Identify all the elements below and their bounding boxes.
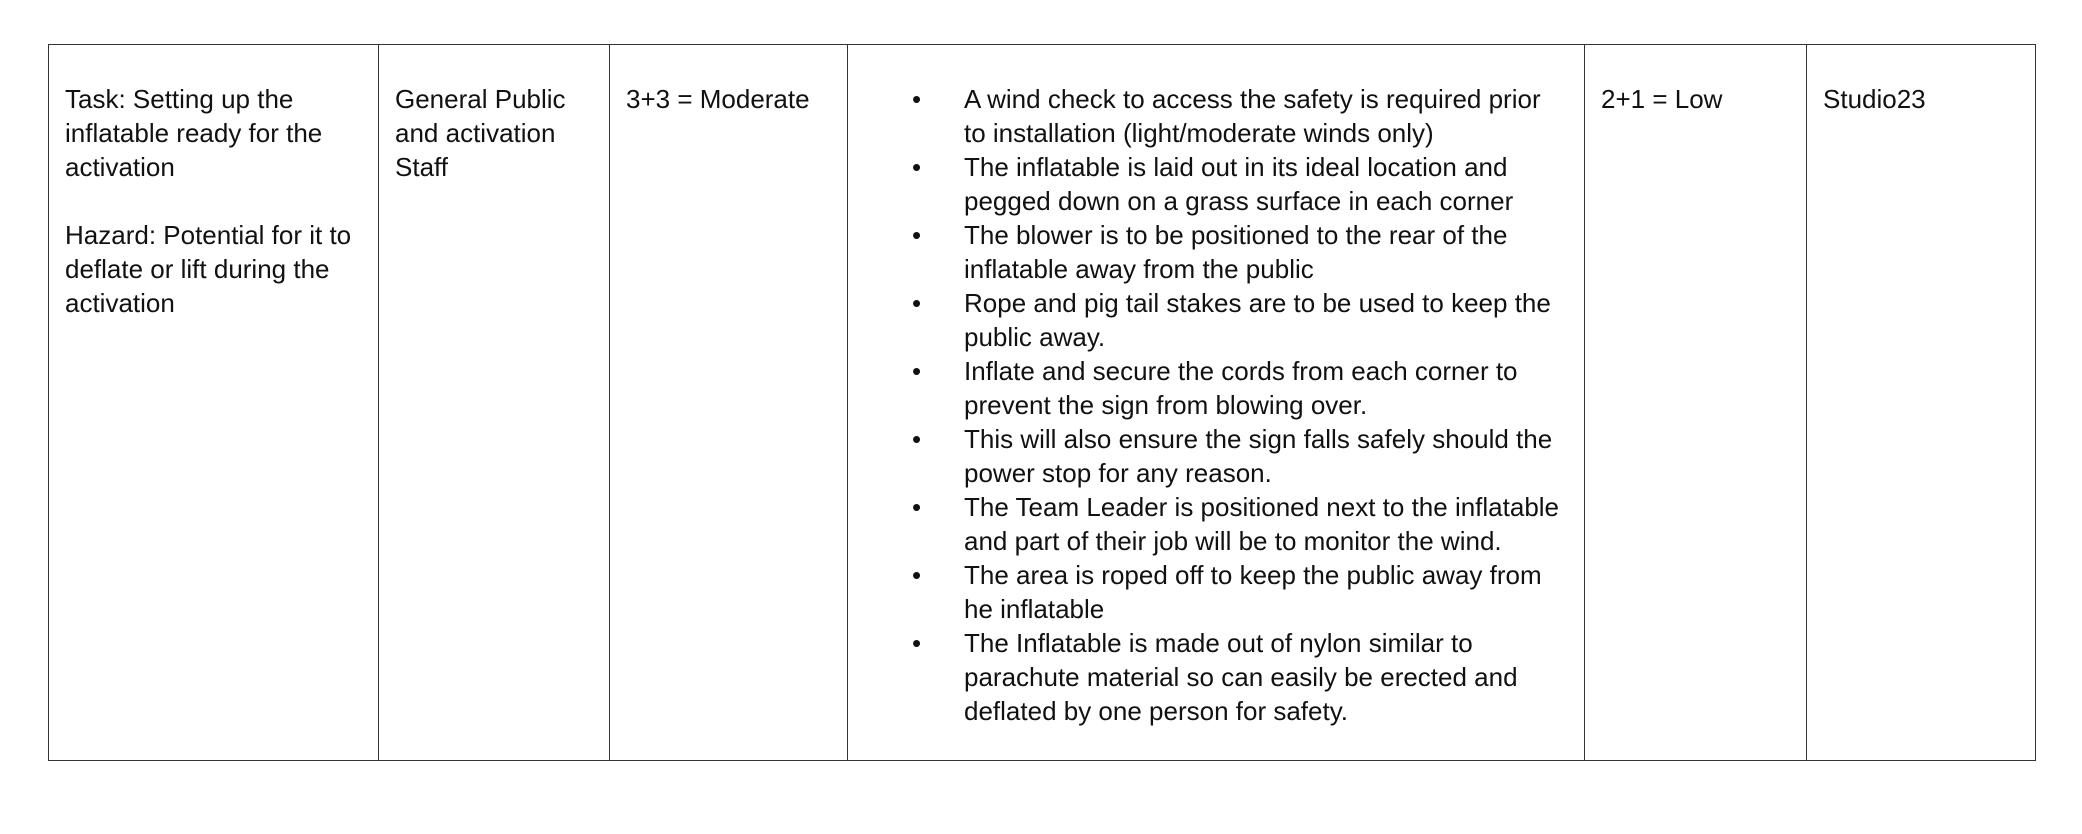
hazard-description: Hazard: Potential for it to deflate or lift during the activation <box>65 220 352 318</box>
bullet-icon: • <box>912 628 922 658</box>
control-measure-text: The blower is to be positioned to the rear of the inflatable away from the public <box>964 220 1508 284</box>
responsible-text: Studio23 <box>1823 84 1926 114</box>
bullet-icon: • <box>912 84 922 114</box>
bullet-icon: • <box>912 424 922 454</box>
control-measures-list <box>864 82 1570 728</box>
control-measure-text: Rope and pig tail stakes are to be used to keep the public away. <box>964 288 1551 352</box>
bullet-icon: • <box>912 220 922 250</box>
bullet-icon: • <box>912 288 922 318</box>
list-item <box>864 82 1570 150</box>
control-measure-text: Inflate and secure the cords from each corner to prevent the sign from blowing over. <box>964 356 1518 420</box>
responsible-cell <box>1807 45 2036 761</box>
risk-assessment-table <box>48 44 2036 761</box>
list-item <box>864 286 1570 354</box>
table-row <box>49 45 2036 761</box>
control-measure-text: The Team Leader is positioned next to the inflatable and part of their job will be to monitor the wind. <box>964 492 1560 556</box>
task-hazard-cell <box>49 45 379 761</box>
list-item <box>864 558 1570 626</box>
bullet-icon: • <box>912 560 922 590</box>
who-at-risk-text: General Public and activation Staff <box>395 84 566 182</box>
control-measure-text: The Inflatable is made out of nylon similar to parachute material so can easily be erected and deflated by one person for safety. <box>964 628 1518 726</box>
control-measure-text: This will also ensure the sign falls safely should the power stop for any reason. <box>964 424 1553 488</box>
initial-risk-text: 3+3 = Moderate <box>626 84 810 114</box>
list-item <box>864 218 1570 286</box>
list-item <box>864 422 1570 490</box>
list-item <box>864 150 1570 218</box>
residual-risk-text: 2+1 = Low <box>1601 84 1723 114</box>
control-measure-text: The inflatable is laid out in its ideal location and pegged down on a grass surface in each corner <box>964 152 1514 216</box>
list-item <box>864 354 1570 422</box>
bullet-icon: • <box>912 492 922 522</box>
list-item <box>864 626 1570 728</box>
bullet-icon: • <box>912 356 922 386</box>
control-measure-text: A wind check to access the safety is required prior to installation (light/moderate winds only) <box>964 84 1541 148</box>
paragraph-gap <box>65 184 364 218</box>
control-measure-text: The area is roped off to keep the public away from he inflatable <box>964 560 1542 624</box>
list-item <box>864 490 1570 558</box>
residual-risk-cell <box>1585 45 1807 761</box>
task-description: Task: Setting up the inflatable ready for the activation <box>65 84 323 182</box>
control-measures-cell <box>848 45 1585 761</box>
bullet-icon: • <box>912 152 922 182</box>
who-at-risk-cell <box>379 45 610 761</box>
initial-risk-cell <box>610 45 848 761</box>
